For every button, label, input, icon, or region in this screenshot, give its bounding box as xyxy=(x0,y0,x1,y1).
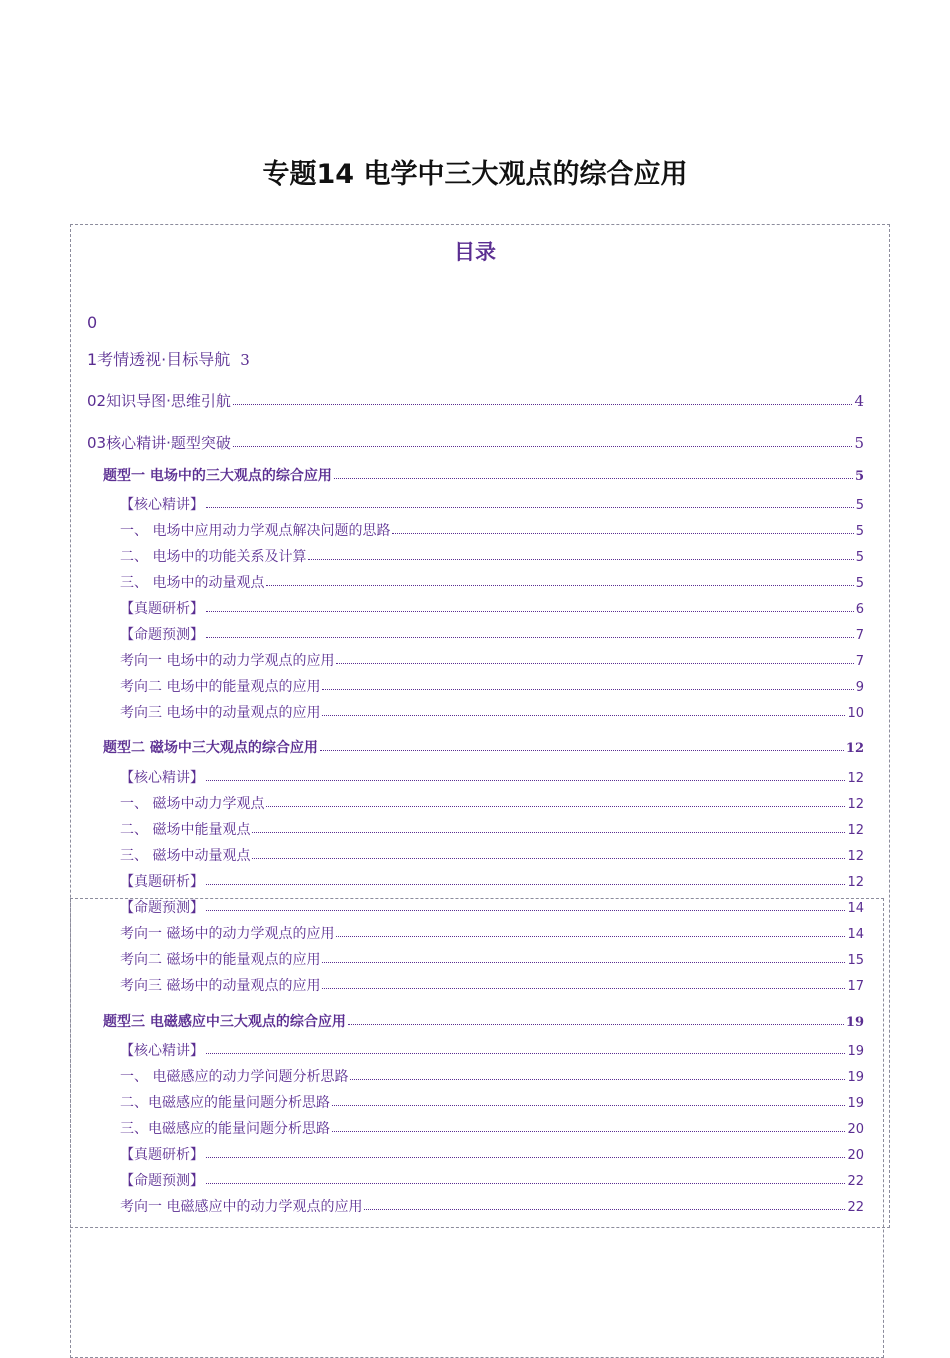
toc-entry-label: 02知识导图·思维引航 xyxy=(87,392,231,410)
toc-entry-label: 考向一 电场中的动力学观点的应用 xyxy=(120,653,335,669)
toc-entry-page: 15 xyxy=(847,953,864,968)
toc-entry-label: 考向一 磁场中的动力学观点的应用 xyxy=(120,926,335,942)
toc-section-1-item[interactable] xyxy=(120,572,864,592)
toc-entry-label: 考向三 磁场中的动量观点的应用 xyxy=(120,978,321,994)
toc-entry-page: 10 xyxy=(847,706,864,721)
toc-entry-label: 【命题预测】 xyxy=(120,900,204,916)
toc-entry-label: 【真题研析】 xyxy=(120,1147,204,1163)
toc-entry-page: 5 xyxy=(855,576,864,591)
toc-section-3-item[interactable] xyxy=(120,1170,864,1190)
toc-entry-3[interactable] xyxy=(87,432,864,453)
toc-leader xyxy=(322,975,845,989)
toc-entry-page: 3 xyxy=(240,351,250,369)
toc-entry-label: 【真题研析】 xyxy=(120,601,204,617)
toc-entry-page: 20 xyxy=(847,1148,864,1163)
toc-entry-page: 12 xyxy=(847,849,864,864)
toc-entry-page: 20 xyxy=(847,1122,864,1137)
toc-entry-label: 【核心精讲】 xyxy=(120,770,204,786)
toc-section-1-item[interactable] xyxy=(120,494,864,514)
toc-leader xyxy=(206,1144,845,1158)
toc-entry-label: 二、 磁场中能量观点 xyxy=(120,822,251,838)
toc-entry-label: 三、 磁场中动量观点 xyxy=(120,848,251,864)
toc-section-1-item[interactable] xyxy=(120,702,864,722)
toc-leader xyxy=(252,845,845,859)
toc-section-3-item[interactable] xyxy=(120,1092,864,1112)
toc-entry-page: 12 xyxy=(847,771,864,786)
toc-section-3-item[interactable] xyxy=(120,1118,864,1138)
toc-leader xyxy=(392,520,853,534)
toc-entry-page: 22 xyxy=(847,1200,864,1215)
toc-section-2-item[interactable] xyxy=(120,819,864,839)
toc-leader xyxy=(336,650,853,664)
toc-entry-page: 22 xyxy=(847,1174,864,1189)
toc-entry-page: 19 xyxy=(845,1015,864,1030)
toc-leader xyxy=(332,1118,845,1132)
toc-section-3-item[interactable] xyxy=(120,1144,864,1164)
toc-leader xyxy=(206,598,854,612)
toc-entry-label: 03核心精讲·题型突破 xyxy=(87,434,231,452)
toc-leader xyxy=(364,1196,845,1210)
toc-leader xyxy=(206,1040,845,1054)
toc-leader xyxy=(206,897,845,911)
toc-entry-page: 6 xyxy=(855,602,864,617)
toc-entry-page: 12 xyxy=(847,875,864,890)
toc-entry-label: 题型一 电场中的三大观点的综合应用 xyxy=(103,468,332,484)
toc-entry-page: 4 xyxy=(854,392,864,410)
toc-leader xyxy=(322,702,845,716)
toc-entry-page: 19 xyxy=(847,1044,864,1059)
toc-entry-page: 5 xyxy=(855,524,864,539)
toc-section-2-item[interactable] xyxy=(120,949,864,969)
toc-section-2-item[interactable] xyxy=(120,923,864,943)
toc-section-1-item[interactable] xyxy=(120,624,864,644)
toc-entry-label: 0 xyxy=(87,313,98,332)
toc-entry-label: 【真题研析】 xyxy=(120,874,204,890)
toc-entry-page: 12 xyxy=(847,823,864,838)
toc-section-3-item[interactable] xyxy=(120,1066,864,1086)
toc-entry-label: 一、 电磁感应的动力学问题分析思路 xyxy=(120,1069,349,1085)
toc-leader xyxy=(252,819,845,833)
toc-entry-2[interactable] xyxy=(87,390,864,411)
toc-leader xyxy=(266,793,845,807)
toc-entry-label: 一、 电场中应用动力学观点解决问题的思路 xyxy=(120,523,391,539)
document-title: 专题14 电学中三大观点的综合应用 xyxy=(262,159,688,190)
toc-entry-page: 14 xyxy=(847,927,864,942)
toc-leader xyxy=(206,767,845,781)
toc-entry-page: 12 xyxy=(845,741,864,756)
toc-entry-label: 【核心精讲】 xyxy=(120,1043,204,1059)
toc-section-2-item[interactable] xyxy=(120,767,864,787)
toc-entry-label: 考向三 电场中的动量观点的应用 xyxy=(120,705,321,721)
toc-entry-page: 7 xyxy=(855,628,864,643)
toc-entry-page: 5 xyxy=(855,550,864,565)
toc-leader xyxy=(206,624,854,638)
toc-leader xyxy=(266,572,853,586)
toc-section-1-item[interactable] xyxy=(120,598,864,618)
toc-entry-label: 【命题预测】 xyxy=(120,1173,204,1189)
toc-entry-page: 14 xyxy=(847,901,864,916)
toc-section-2-title[interactable] xyxy=(103,737,864,757)
toc-section-3-item[interactable] xyxy=(120,1196,864,1216)
toc-section-2-item[interactable] xyxy=(120,975,864,995)
toc-leader xyxy=(233,432,853,447)
toc-entry-label: 二、 电场中的功能关系及计算 xyxy=(120,549,307,565)
toc-section-2-item[interactable] xyxy=(120,897,864,917)
toc-section-3-item[interactable] xyxy=(120,1040,864,1060)
toc-entry-label: 1考情透视·目标导航 xyxy=(87,350,231,369)
toc-leader xyxy=(308,546,853,560)
toc-leader xyxy=(350,1066,845,1080)
toc-entry-page: 12 xyxy=(847,797,864,812)
toc-entry-label: 三、 电场中的动量观点 xyxy=(120,575,265,591)
toc-entry-label: 一、 磁场中动力学观点 xyxy=(120,796,265,812)
toc-leader xyxy=(233,390,853,405)
toc-entry-label: 题型二 磁场中三大观点的综合应用 xyxy=(103,740,318,756)
toc-entry-page: 5 xyxy=(854,469,864,484)
toc-section-1-item[interactable] xyxy=(120,520,864,540)
toc-section-1-item[interactable] xyxy=(120,650,864,670)
toc-section-1-item[interactable] xyxy=(120,546,864,566)
toc-section-1-item[interactable] xyxy=(120,676,864,696)
toc-entry-label: 二、电磁感应的能量问题分析思路 xyxy=(120,1095,330,1111)
toc-leader xyxy=(332,1092,845,1106)
toc-entry-1[interactable] xyxy=(87,347,250,370)
toc-entry-page: 9 xyxy=(855,680,864,695)
toc-entry-page: 19 xyxy=(847,1070,864,1085)
toc-heading: 目录 xyxy=(454,240,496,264)
toc-entry-page: 5 xyxy=(855,498,864,513)
toc-leader xyxy=(334,465,853,479)
toc-section-3-title[interactable] xyxy=(103,1011,864,1031)
toc-section-2-item[interactable] xyxy=(120,871,864,891)
toc-leader xyxy=(206,494,854,508)
toc-leader xyxy=(206,871,845,885)
toc-entry-label: 【核心精讲】 xyxy=(120,497,204,513)
toc-entry-label: 考向一 电磁感应中的动力学观点的应用 xyxy=(120,1199,363,1215)
toc-leader xyxy=(320,737,844,751)
toc-entry-label: 题型三 电磁感应中三大观点的综合应用 xyxy=(103,1014,346,1030)
toc-section-2-item[interactable] xyxy=(120,793,864,813)
toc-leader xyxy=(322,676,853,690)
toc-leader xyxy=(348,1011,844,1025)
toc-entry-page: 7 xyxy=(855,654,864,669)
toc-section-1-title[interactable] xyxy=(103,465,864,485)
toc-entry-label: 考向二 电场中的能量观点的应用 xyxy=(120,679,321,695)
toc-leader xyxy=(322,949,845,963)
toc-entry-label: 考向二 磁场中的能量观点的应用 xyxy=(120,952,321,968)
toc-leader xyxy=(336,923,845,937)
toc-entry-label: 【命题预测】 xyxy=(120,627,204,643)
toc-entry-page: 19 xyxy=(847,1096,864,1111)
toc-entry-page: 17 xyxy=(847,979,864,994)
toc-section-2-item[interactable] xyxy=(120,845,864,865)
toc-leader xyxy=(206,1170,845,1184)
toc-entry-label: 三、电磁感应的能量问题分析思路 xyxy=(120,1121,330,1137)
toc-entry-page: 5 xyxy=(854,434,864,452)
toc-entry-0[interactable] xyxy=(87,313,97,332)
